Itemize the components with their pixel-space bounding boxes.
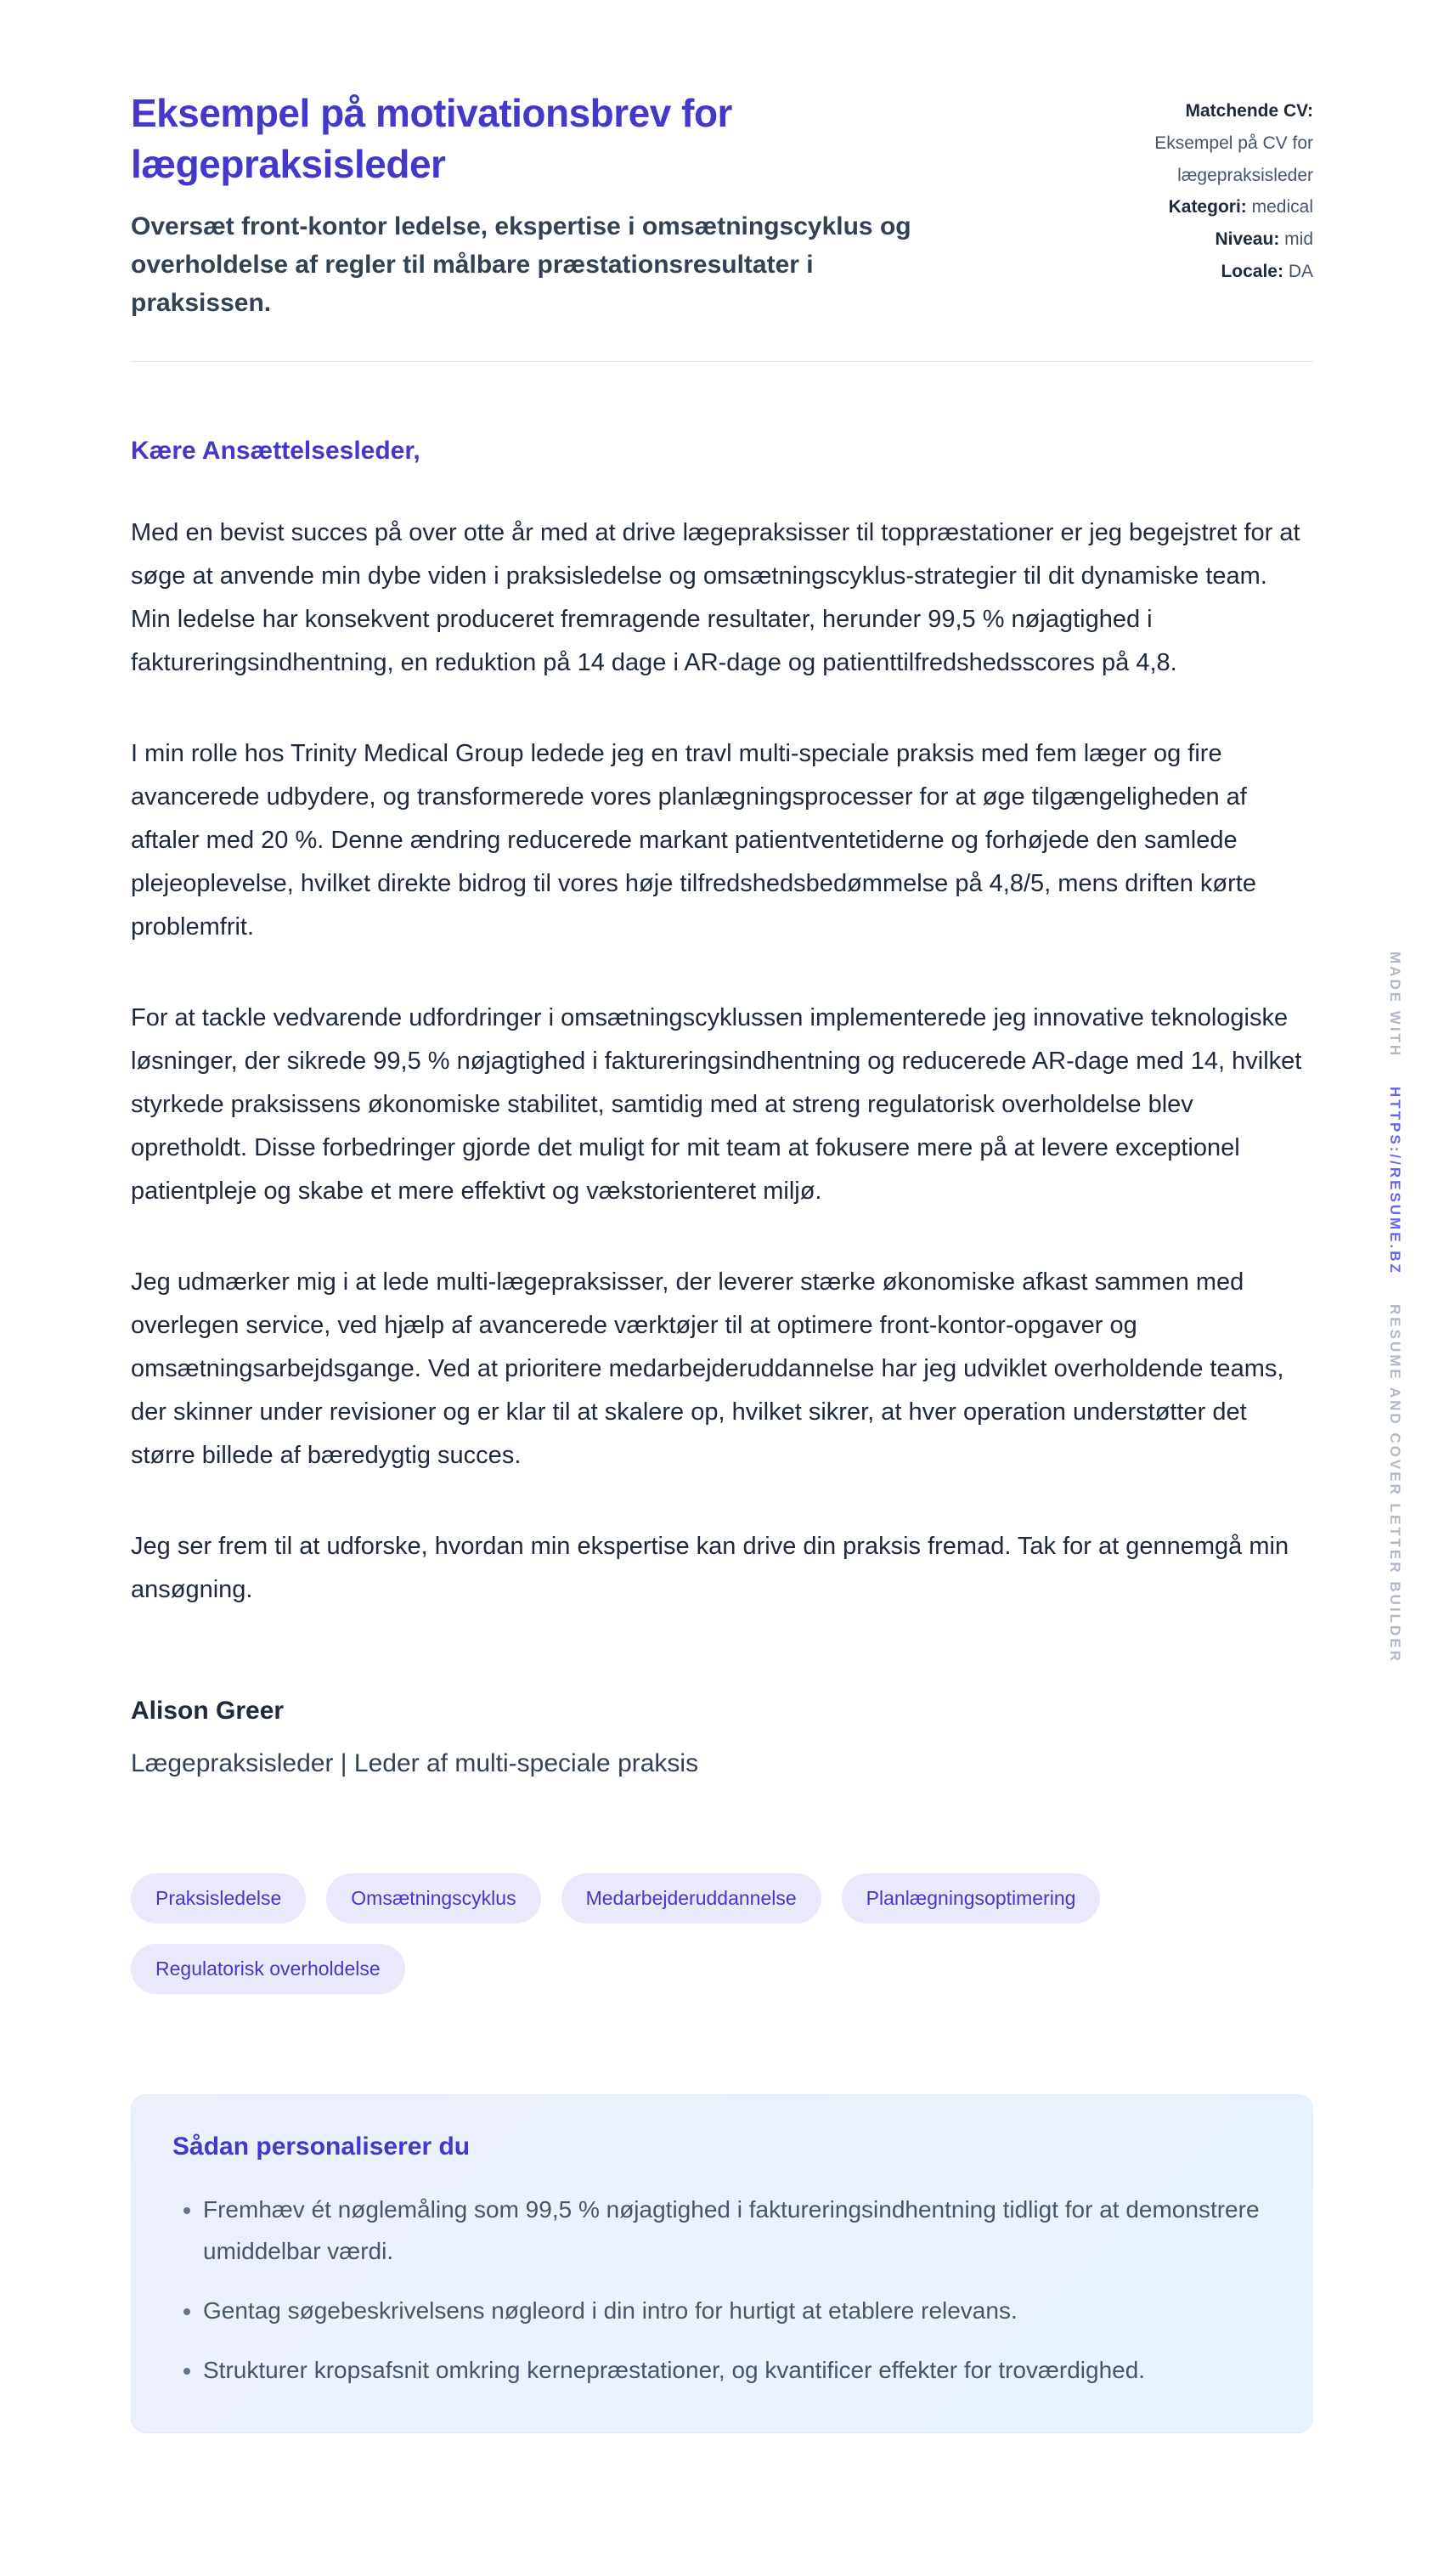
header-left [131,88,946,322]
tag-omsaetningscyklus[interactable]: Omsætningscyklus [326,1873,540,1924]
category-label: Kategori: [1168,197,1247,217]
page-subtitle: Oversæt front-kontor ledelse, ekspertise i omsætningscyklus og overholdelse af regler til målbare præstationsresultater i praksissen. [131,212,911,317]
tag-medarbejderuddannelse[interactable]: Medarbejderuddannelse [561,1873,821,1924]
tips-title: Sådan personaliserer du [172,2132,471,2161]
category-line [1097,191,1313,223]
locale-line [1097,256,1313,288]
header-divider [131,361,1313,362]
letter-paragraph: Med en bevist succes på over otte år med at drive lægepraksisser til toppræstationer er jeg begejstret for at søge at anvende min dybe viden i praksisledelse og omsætningscyklus-strategier til dit dynamiske team. Min ledelse har konsekvent produceret fremragende resultater, herunder 99,5 % nøjagtighed i faktureringsindhentning, en reduktion på 14 dage i AR-dage og patienttilfredshedsscores på 4,8. [131,518,1300,676]
letter-body [131,511,1313,1612]
made-with-watermark [1386,952,1403,1664]
resume-bz-link[interactable]: HTTPS://RESUME.BZ [1387,1087,1403,1276]
letter-paragraph: For at tackle vedvarende udfordringer i omsætningscyklussen implementerede jeg innovative teknologiske løsninger, der sikrede 99,5 % nøjagtighed i faktureringsindhentning og reducerede AR-dage med 14, hvilket styrkede praksissens økonomiske stabilitet, samtidig med at streng regulatorisk overholdelse blev opretholdt. Disse forbedringer gjorde det muligt for mit team at fokusere mere på at levere exceptionel patientpleje og skabe et mere effektivt og vækstorienteret miljø. [131,1003,1302,1205]
letter-greeting: Kære Ansættelsesleder, [131,436,420,465]
matching-cv-link[interactable]: Eksempel på CV for lægepraksisleder [1154,133,1313,185]
signature-name: Alison Greer [131,1696,285,1725]
builder-label: RESUME AND COVER LETTER BUILDER [1387,1304,1403,1664]
tip-item: • Fremhæv ét nøglemåling som 99,5 % nøjagtighed i faktureringsindhentning tidligt for at demonstrere umiddelbar værdi. [203,2189,1272,2274]
page [131,0,1313,2528]
level-line [1097,223,1313,256]
tip-item: • Strukturer kropsafsnit omkring kernepræstationer, og kvantificer effekter for troværdighed. [203,2349,1272,2392]
personalization-tips-box [131,2094,1313,2433]
page-title: Eksempel på motivationsbrev for lægepraksisleder [131,91,732,186]
level-label: Niveau: [1215,229,1280,250]
page-header [131,88,1313,322]
made-with-label: MADE WITH [1387,952,1403,1059]
tag-praksisledelse[interactable]: Praksisledelse [131,1873,306,1924]
tag-regulatorisk-overholdelse[interactable]: Regulatorisk overholdelse [131,1944,405,1994]
locale-label: Locale: [1221,261,1283,281]
tips-list [172,2189,1272,2392]
level-value: mid [1284,229,1313,250]
tag-planlaegningsoptimering[interactable]: Planlægningsoptimering [842,1873,1101,1924]
meta-panel [1097,88,1313,288]
signature-role: Lægepraksisleder | Leder af multi-speciale praksis [131,1748,699,1777]
tip-item: • Gentag søgebeskrivelsens nøgleord i din intro for hurtigt at etablere relevans. [203,2290,1272,2332]
matching-cv-label: Matchende CV: [1185,101,1313,121]
letter-paragraph: Jeg udmærker mig i at lede multi-lægepraksisser, der leverer stærke økonomiske afkast sammen med overlegen service, ved hjælp af avancerede værktøjer til at optimere front-kontor-opgaver og omsætningsarbejdsgange. Ved at prioritere medarbejderuddannelse har jeg udviklet overholdende teams, der skinner under revisioner og er klar til at skalere op, hvilket sikrer, at hver operation understøtter det større billede af bæredygtig succes. [131,1268,1284,1469]
tag-list [131,1873,1193,1994]
locale-value: DA [1288,261,1313,281]
category-value: medical [1251,197,1313,217]
letter-paragraph: Jeg ser frem til at udforske, hvordan min ekspertise kan drive din praksis fremad. Tak for at gennemgå min ansøgning. [131,1532,1289,1603]
letter-paragraph: I min rolle hos Trinity Medical Group ledede jeg en travl multi-speciale praksis med fem læger og fire avancerede udbydere, og transformerede vores planlægningsprocesser for at øge tilgængeligheden af aftaler med 20 %. Denne ændring reducerede markant patientventetiderne og forhøjede den samlede plejeoplevelse, hvilket direkte bidrog til vores høje tilfredshedsbedømmelse på 4,8/5, mens driften kørte problemfrit. [131,739,1256,941]
